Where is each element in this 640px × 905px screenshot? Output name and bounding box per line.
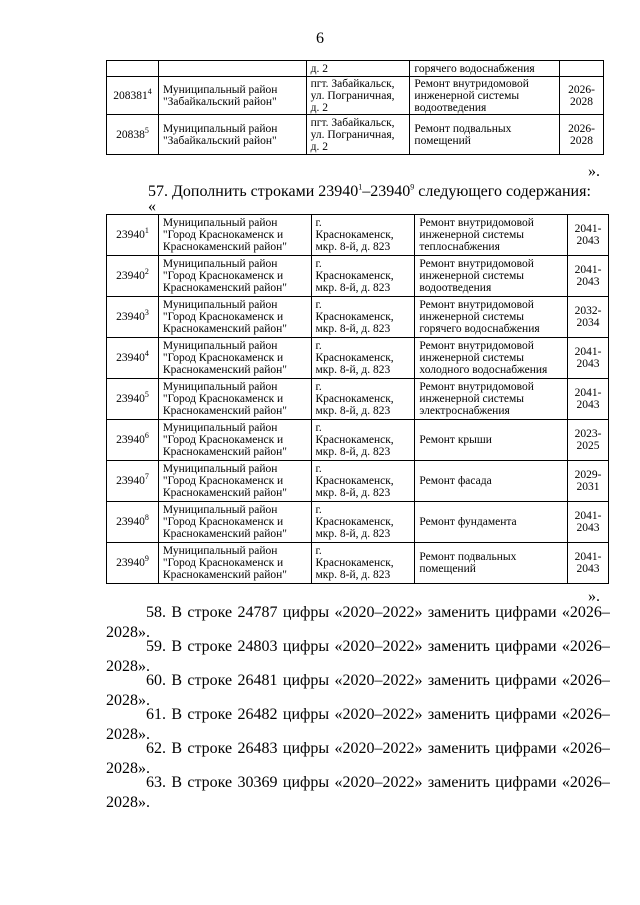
item-tail: 2028». [106,624,150,641]
district-line: Краснокаменский район" [162,282,287,294]
address-line: мкр. 8-й, д. 823 [315,323,391,335]
item-word: 60. [146,672,166,689]
district-cell [158,115,306,155]
row-number-cell [107,543,159,584]
item-word: заменить [427,774,490,791]
work-cell [410,61,560,77]
address-line: г. [315,381,322,393]
address-cell [311,502,415,543]
row-number-cell [107,338,159,379]
years-end: 2043 [576,358,600,370]
district-cell [158,256,311,297]
years-start: 2041- [574,223,602,235]
district-line: Краснокаменский район" [162,528,287,540]
address-line: г. [315,340,322,352]
item-word: цифры [282,672,330,689]
address-line: Краснокаменск, [315,229,394,241]
work-line: Ремонт внутридомовой [419,340,534,352]
district-line: "Город Краснокаменск и [162,229,284,241]
work-line: инженерной системы [419,393,525,405]
years-end: 2043 [576,276,600,288]
district-line: Муниципальный район [162,340,278,352]
work-line: водоотведения [419,282,492,294]
address-line: Краснокаменск, [315,352,394,364]
item-word: «2026– [561,604,610,621]
item-word: В [171,706,183,723]
work-line: помещений [419,563,476,575]
table-row [107,543,609,584]
item-word: 26481 [237,672,278,689]
work-cell [410,77,560,115]
district-line: Муниципальный район [162,299,278,311]
table-row [107,61,604,77]
opening-quote: « [148,198,156,215]
table-row [107,77,604,115]
row-number-superscript: 4 [147,86,152,96]
work-line: Ремонт внутридомовой [419,217,534,229]
item-word: цифры [282,638,330,655]
item-word: цифрами [495,774,557,791]
work-line: Ремонт фасада [419,475,492,487]
address-line: пгт. Забайкальск, [310,77,395,90]
item-word: цифрами [495,638,557,655]
item-tail: 2028». [106,658,150,675]
years-cell [568,502,609,543]
years-end: 2034 [576,317,600,329]
address-line: г. [315,217,322,229]
address-line: ул. Пограничная, [310,89,395,102]
work-line: холодного водоснабжения [419,364,548,376]
item-word: «2020–2022» [334,672,423,689]
item-word: цифрами [495,706,557,723]
district-line: Муниципальный район [162,504,278,516]
item-word: В [171,638,183,655]
work-line: электроснабжения [419,405,510,417]
address-cell [311,297,415,338]
row-number-cell [107,461,159,502]
amendment-table-1 [106,60,604,155]
item-tail: 2028». [106,760,150,777]
years-end: 2028 [570,134,593,147]
district-cell [158,543,311,584]
work-line: Ремонт внутридомовой [419,258,534,270]
table-row [107,256,609,297]
item-word: заменить [427,604,490,621]
address-cell [311,215,415,256]
years-start: 2041- [574,264,602,276]
item-word: заменить [427,672,490,689]
district-cell [158,379,311,420]
years-end: 2028 [570,95,593,108]
row-number: 23940 [116,311,145,323]
years-cell [568,461,609,502]
address-cell [311,543,415,584]
address-cell [311,256,415,297]
table-row [107,420,609,461]
district-cell [158,502,311,543]
item-word: строке [187,740,233,757]
years-end: 2025 [576,440,600,452]
address-line: мкр. 8-й, д. 823 [315,282,391,294]
address-line: Краснокаменск, [315,557,394,569]
row-number: 20838 [116,128,145,141]
row-number-superscript: 5 [144,390,149,400]
work-cell [415,502,568,543]
work-line: теплоснабжения [419,241,500,253]
page-number: 6 [316,30,324,47]
address-cell [306,77,410,115]
district-cell [158,338,311,379]
years-end: 2043 [576,563,600,575]
address-line: д. 2 [310,101,328,114]
row-number: 23940 [116,393,145,405]
item-word: 61. [146,706,166,723]
address-line: г. [315,422,322,434]
item-word: «2020–2022» [334,706,423,723]
address-line: мкр. 8-й, д. 823 [315,364,391,376]
item-word: 26482 [237,706,278,723]
item-word: «2020–2022» [334,774,423,791]
address-line: мкр. 8-й, д. 823 [315,241,391,253]
item-word: цифрами [495,604,557,621]
row-number: 23940 [116,352,145,364]
address-cell [311,379,415,420]
work-cell [415,461,568,502]
row-number-cell [107,379,159,420]
item-word: строке [187,604,233,621]
district-cell [158,77,306,115]
item-word: цифрами [495,740,557,757]
table-row [107,461,609,502]
district-line: "Забайкальский район" [162,95,277,108]
address-line: д. 2 [310,62,328,75]
row-number-superscript: 1 [144,226,149,236]
table-row [107,379,609,420]
work-line: Ремонт подвальных [419,551,517,563]
table-row [107,215,609,256]
item-word: 24787 [237,604,278,621]
district-line: "Забайкальский район" [162,134,277,147]
district-cell [158,297,311,338]
years-end: 2043 [576,399,600,411]
item-word: «2026– [561,774,610,791]
row-number-cell [107,61,159,77]
item-word: 24803 [237,638,278,655]
address-cell [311,461,415,502]
district-line: Муниципальный район [162,463,278,475]
address-line: Краснокаменск, [315,393,394,405]
row-number-cell [107,115,159,155]
address-cell [311,338,415,379]
work-line: инженерной системы [419,229,525,241]
item-word: «2020–2022» [334,604,423,621]
years-cell [568,543,609,584]
years-start: 2026- [568,122,595,135]
years-start: 2041- [574,510,602,522]
years-start: 2023- [574,428,602,440]
address-line: г. [315,545,322,557]
years-end: 2031 [576,481,600,493]
years-start: 2029- [574,469,602,481]
years-cell [568,379,609,420]
work-cell [410,115,560,155]
district-cell [158,420,311,461]
item-word: 62. [146,740,166,757]
row-number-superscript: 8 [144,513,149,523]
work-line: водоотведения [414,101,487,114]
table-row [107,338,609,379]
item-word: заменить [427,740,490,757]
address-line: Краснокаменск, [315,516,394,528]
row-number-superscript: 3 [144,308,149,318]
row-number: 23940 [116,434,145,446]
work-cell [415,297,568,338]
district-cell [158,215,311,256]
district-line: "Город Краснокаменск и [162,434,284,446]
address-line: мкр. 8-й, д. 823 [315,487,391,499]
address-line: Краснокаменск, [315,434,394,446]
item-word: В [171,604,183,621]
row-number: 23940 [116,229,145,241]
table-row [107,115,604,155]
row-number-cell [107,215,159,256]
district-line: Муниципальный район [162,545,278,557]
address-line: г. [315,299,322,311]
row-number: 23940 [116,557,145,569]
row-number-superscript: 6 [144,431,149,441]
row-number: 23940 [116,270,145,282]
years-cell [568,297,609,338]
address-line: мкр. 8-й, д. 823 [315,405,391,417]
district-line: Муниципальный район [162,122,278,135]
work-line: горячего водоснабжения [414,62,535,75]
district-line: Муниципальный район [162,83,278,96]
years-cell [560,115,604,155]
district-line: Муниципальный район [162,381,278,393]
district-line: Муниципальный район [162,258,278,270]
district-line: "Город Краснокаменск и [162,516,284,528]
years-end: 2043 [576,522,600,534]
address-cell [311,420,415,461]
row-number-cell [107,77,159,115]
item-word: заменить [427,638,490,655]
work-cell [415,543,568,584]
row-number: 208381 [113,89,148,102]
district-line: Краснокаменский район" [162,364,287,376]
item-word: 63. [146,774,166,791]
years-end: 2043 [576,235,600,247]
address-line: мкр. 8-й, д. 823 [315,446,391,458]
item-word: «2026– [561,672,610,689]
item-word: строке [187,774,233,791]
address-line: Краснокаменск, [315,475,394,487]
district-line: "Город Краснокаменск и [162,352,284,364]
work-line: инженерной системы [419,270,525,282]
district-line: Муниципальный район [162,422,278,434]
row-number-cell [107,256,159,297]
work-cell [415,420,568,461]
work-cell [415,215,568,256]
address-line: г. [315,463,322,475]
row-number-superscript: 4 [144,349,149,359]
row-number: 23940 [116,516,145,528]
item-tail: 2028». [106,794,150,811]
address-line: мкр. 8-й, д. 823 [315,528,391,540]
years-cell [560,77,604,115]
item-word: «2026– [561,740,610,757]
work-cell [415,379,568,420]
closing-quote-1: ». [588,163,600,180]
table-row [107,297,609,338]
district-line: Краснокаменский район" [162,405,287,417]
district-line: Муниципальный район [162,217,278,229]
row-number-cell [107,420,159,461]
district-line: Краснокаменский район" [162,323,287,335]
district-line: "Город Краснокаменск и [162,311,284,323]
item-tail: 2028». [106,726,150,743]
years-start: 2041- [574,387,602,399]
work-line: Ремонт подвальных [414,122,512,135]
years-start: 2041- [574,346,602,358]
work-cell [415,338,568,379]
item-word: строке [187,706,233,723]
item-word: «2020–2022» [334,638,423,655]
district-line: Краснокаменский район" [162,241,287,253]
item-word: В [171,740,183,757]
item-word: цифры [282,740,330,757]
item-tail: 2028». [106,692,150,709]
years-cell [568,215,609,256]
work-line: Ремонт внутридомовой [419,299,534,311]
item-word: строке [187,672,233,689]
district-line: Краснокаменский район" [162,446,287,458]
item-word: цифры [282,706,330,723]
address-cell [306,115,410,155]
item-word: 30369 [237,774,278,791]
item-word: 58. [146,604,166,621]
item-57-heading: 57. Дополнить строками 23940$^1$–23940$^9$ следующего содержания: [148,182,591,200]
item-word: 26483 [237,740,278,757]
work-line: Ремонт крыши [419,434,492,446]
address-line: Краснокаменск, [315,311,394,323]
table-row [107,502,609,543]
row-number-cell [107,502,159,543]
row-number-superscript: 5 [144,125,149,135]
item-word: «2026– [561,706,610,723]
district-line: "Город Краснокаменск и [162,270,284,282]
district-line: Краснокаменский район" [162,487,287,499]
item-word: цифры [282,774,330,791]
address-line: Краснокаменск, [315,270,394,282]
item-word: цифры [282,604,330,621]
work-line: инженерной системы [419,311,525,323]
item-word: «2020–2022» [334,740,423,757]
address-line: д. 2 [310,140,328,153]
district-line: "Город Краснокаменск и [162,475,284,487]
address-cell [306,61,410,77]
district-cell [158,61,306,77]
work-line: Ремонт внутридомовой [419,381,534,393]
item-word: заменить [427,706,490,723]
work-line: помещений [414,134,471,147]
years-start: 2032- [574,305,602,317]
work-line: инженерной системы [419,352,525,364]
district-line: "Город Краснокаменск и [162,557,284,569]
years-start: 2026- [568,83,595,96]
address-line: ул. Пограничная, [310,128,395,141]
item-word: строке [187,638,233,655]
address-line: г. [315,258,322,270]
district-cell [158,461,311,502]
years-cell [568,338,609,379]
years-start: 2041- [574,551,602,563]
years-cell [568,420,609,461]
work-line: Ремонт фундамента [419,516,517,528]
item-word: «2026– [561,638,610,655]
amendment-item [106,773,610,813]
district-line: Краснокаменский район" [162,569,287,581]
row-number-superscript: 2 [144,267,149,277]
work-line: инженерной системы [414,89,520,102]
address-line: г. [315,504,322,516]
work-line: Ремонт внутридомовой [414,77,529,90]
row-number-superscript: 7 [144,472,149,482]
row-number-superscript: 9 [144,554,149,564]
work-cell [415,256,568,297]
years-cell [568,256,609,297]
item-word: В [171,672,183,689]
address-line: пгт. Забайкальск, [310,116,395,129]
item-word: В [171,774,183,791]
closing-quote-2: ». [588,588,600,605]
row-number: 23940 [116,475,145,487]
address-line: мкр. 8-й, д. 823 [315,569,391,581]
district-line: "Город Краснокаменск и [162,393,284,405]
years-cell [560,61,604,77]
amendment-table-2 [106,214,609,584]
row-number-cell [107,297,159,338]
item-word: цифрами [495,672,557,689]
work-line: горячего водоснабжения [419,323,540,335]
item-word: 59. [146,638,166,655]
